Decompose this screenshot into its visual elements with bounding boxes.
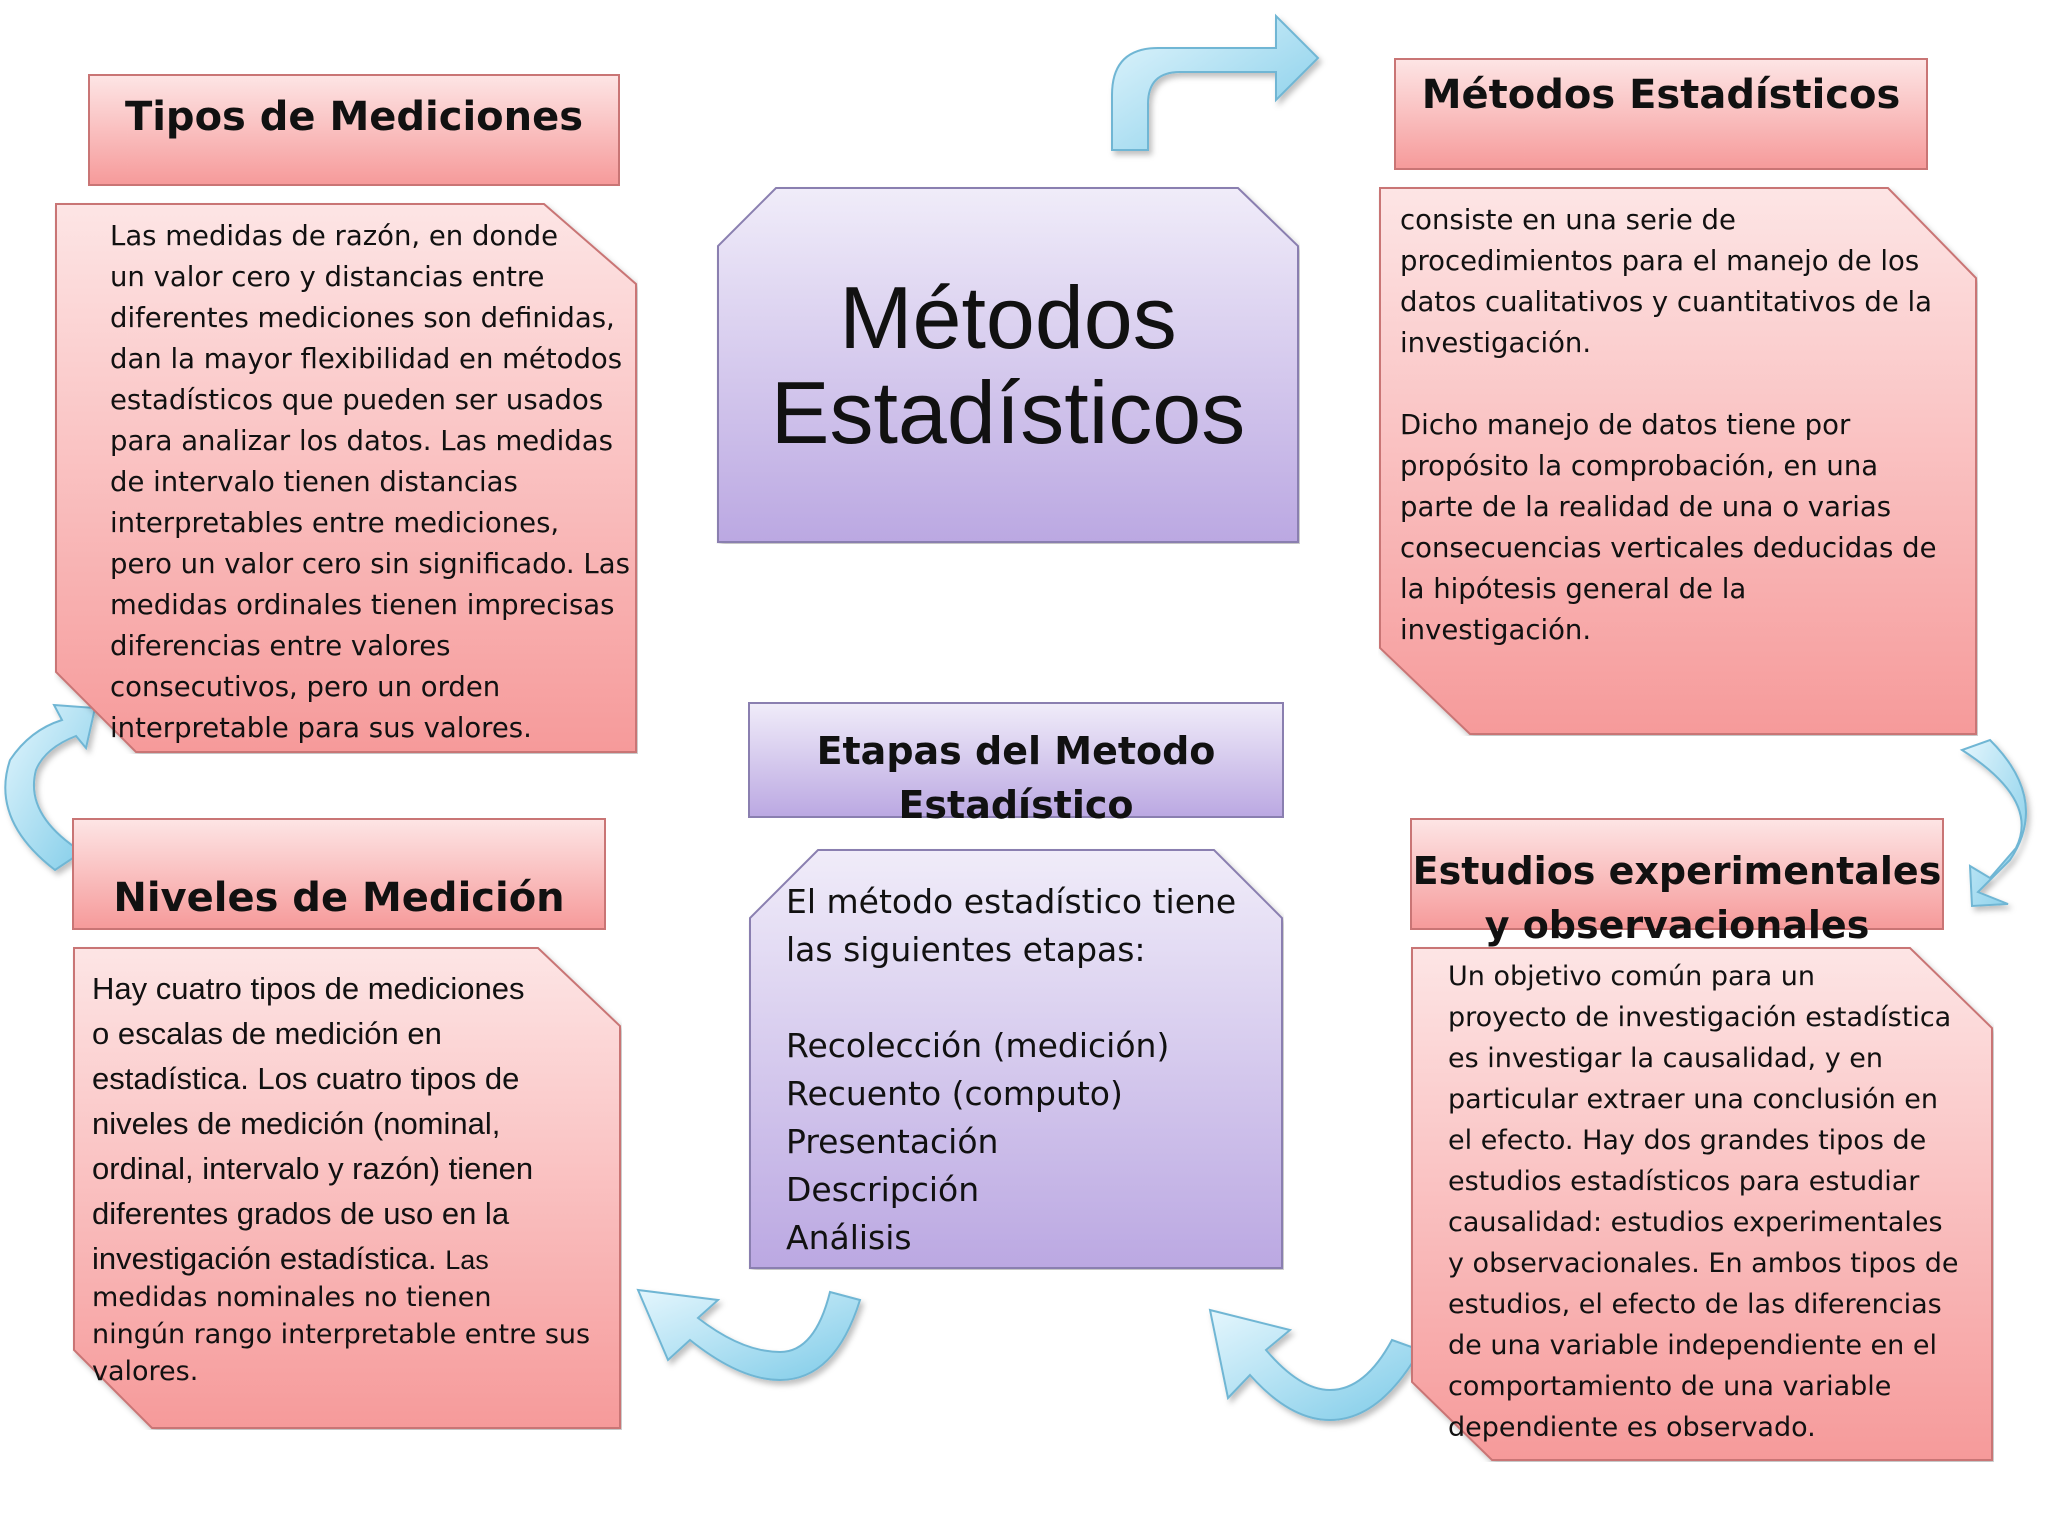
niveles-text-tail: Las xyxy=(445,1245,489,1275)
arrow-center-to-metodos xyxy=(1112,16,1318,150)
niveles-title: Niveles de Medición xyxy=(113,875,565,921)
central-title: Métodos Estadísticos xyxy=(770,267,1246,462)
etapas-text-box xyxy=(748,848,1284,1270)
tipos-text-box xyxy=(54,202,638,754)
metodos-text: consiste en una serie de procedimientos para el manejo de los datos cualitativos y cuantitativos de la investigación. Dicho manejo de datos tiene por propósito la comprobación, en una parte de la realidad de una o varias consecuencias verticales deducidas de la hipótesis general de la investigación. xyxy=(1400,204,1937,646)
tipos-title-box xyxy=(88,74,620,186)
tipos-text: Las medidas de razón, en donde un valor cero y distancias entre diferentes mediciones son definidas, dan la mayor flexibilidad en métodos estadísticos que pueden ser usados para analizar los datos. Las medidas de intervalo tienen distancias interpretables entre mediciones, pero un valor cero sin significado. Las medidas ordinales tienen imprecisas diferencias entre valores consecutivos, pero un orden interpretable para sus valores. xyxy=(110,220,630,744)
niveles-text-small: medidas nominales no tienen ningún rango interpretable entre sus valores. xyxy=(92,1282,591,1387)
niveles-text-main xyxy=(92,966,622,1283)
arrow-etapas-to-niveles xyxy=(638,1290,860,1380)
niveles-text-box xyxy=(72,946,622,1430)
metodos-text-box xyxy=(1378,186,1978,736)
arrow-metodos-to-estudios xyxy=(1962,740,2026,906)
central-title-box xyxy=(716,186,1300,544)
estudios-title: Estudios experimentales y observacionales xyxy=(1412,849,1942,947)
etapas-title: Etapas del Metodo Estadístico xyxy=(816,729,1216,827)
arrow-estudios-to-etapas xyxy=(1210,1310,1420,1420)
metodos-title: Métodos Estadísticos xyxy=(1421,72,1901,118)
estudios-text-box xyxy=(1410,946,1994,1462)
metodos-title-box xyxy=(1394,58,1928,170)
niveles-text-main-body: Hay cuatro tipos de mediciones o escalas de medición en estadística. Los cuatro tipos de niveles de medición (nominal, ordinal, intervalo y razón) tienen diferentes grados de uso en la investigación estadística. xyxy=(92,971,534,1276)
estudios-title-box xyxy=(1410,818,1944,947)
etapas-title-box xyxy=(748,702,1284,827)
etapas-text: El método estadístico tiene las siguientes etapas: Recolección (medición) Recuento (computo) Presentación Descripción Análisis xyxy=(786,882,1237,1257)
niveles-title-box xyxy=(72,818,606,930)
tipos-title: Tipos de Mediciones xyxy=(124,94,584,140)
estudios-text: Un objetivo común para un proyecto de investigación estadística es investigar la causalidad, y en particular extraer una conclusión en el efecto. Hay dos grandes tipos de estudios estadísticos para estudiar causalidad: estudios experimentales y observacionales. En ambos tipos de estudios, el efecto de las diferencias de una variable independiente en el comportamiento de una variable dependiente es observado. xyxy=(1448,961,1959,1443)
